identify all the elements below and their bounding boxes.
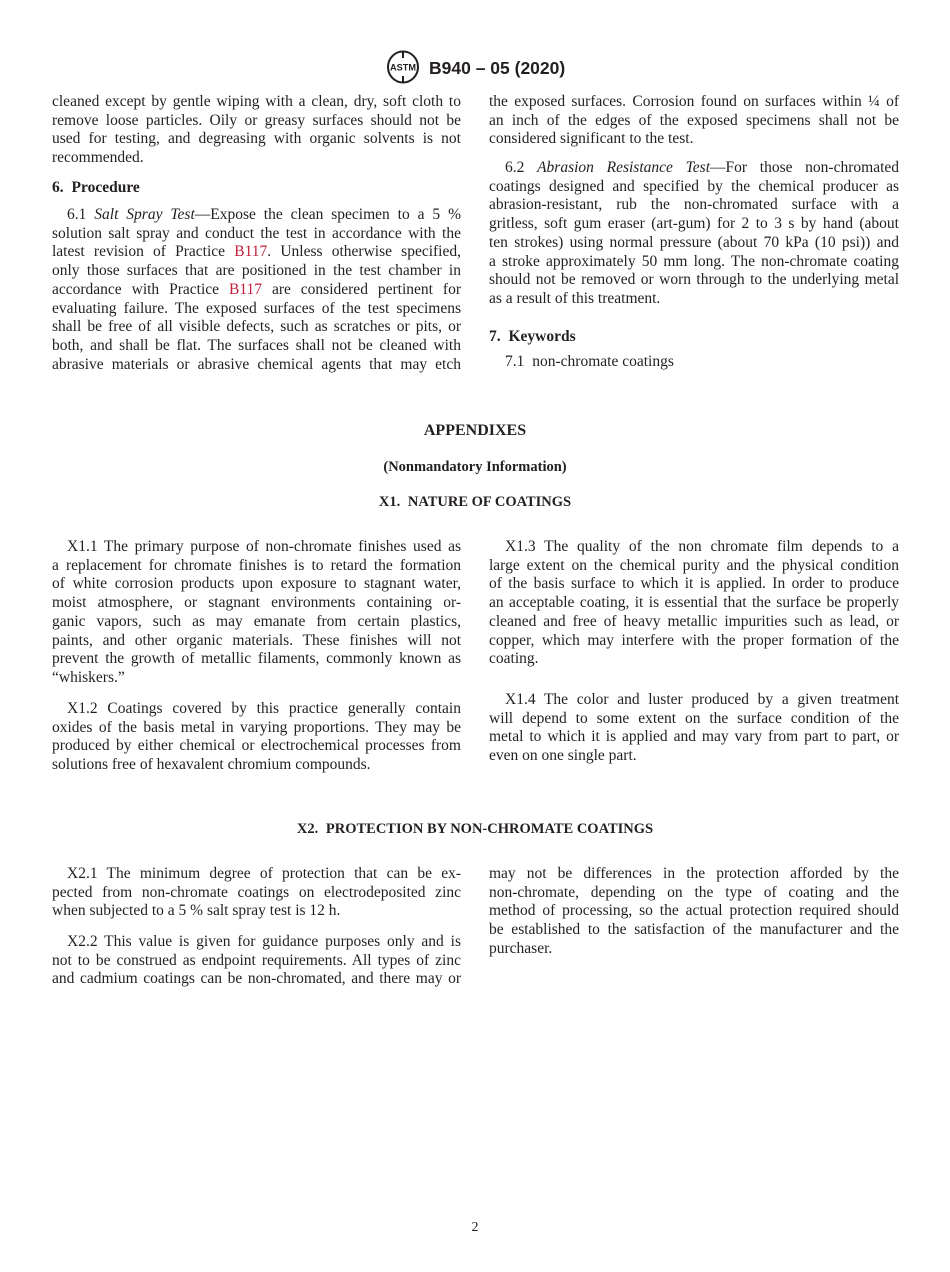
text-line: paints, and other organic materials. These finishes will not bbox=[52, 631, 461, 649]
text-line: coating. bbox=[489, 650, 539, 668]
astm-logo-text: ASTM bbox=[390, 62, 417, 74]
text-line: abrasion-resistant, rub the non-chromated surface with a bbox=[489, 196, 899, 214]
text-line: method of processing, so the actual protection required should bbox=[489, 902, 899, 920]
text-line: an inch of the edges of the exposed specimens shall not be bbox=[489, 111, 899, 129]
text-line: will depend to some extent on the surface condition of the bbox=[489, 709, 899, 727]
text-line bbox=[489, 353, 899, 372]
text-line: of the basis surface to which it is applied. In order to produce bbox=[489, 575, 899, 593]
text-line: purchaser. bbox=[489, 939, 553, 957]
b117-link[interactable]: B117 bbox=[228, 280, 262, 298]
text-line: X2.2 This value is given for guidance purposes only and is bbox=[67, 933, 461, 950]
paragraph-title: Salt Spray Test bbox=[94, 206, 195, 223]
text-line bbox=[52, 243, 461, 262]
text-segment: —Expose the clean specimen to a 5 % bbox=[194, 206, 461, 223]
text-line: X1.3 The quality of the non chromate film depends to a bbox=[505, 538, 899, 555]
text-line: X1.2 Coatings covered by this practice generally contain bbox=[67, 700, 461, 717]
text-segment: —For those non-chromated bbox=[710, 159, 900, 176]
paragraph-number: 7.1 bbox=[505, 353, 525, 370]
text-line: large extent on the chemical purity and the physical condition bbox=[489, 556, 899, 574]
text-line: recommended. bbox=[52, 149, 144, 167]
paragraph-x1-1 bbox=[52, 538, 461, 688]
section-7-heading bbox=[489, 328, 899, 347]
text-line: a stroke approximately 50 mm long. The non-chromate coating bbox=[489, 252, 899, 270]
paragraph-x2-1 bbox=[52, 865, 461, 921]
text-line: copper, which may interfere with the proper formation of the bbox=[489, 631, 899, 649]
paragraph-number: 6.1 bbox=[67, 206, 87, 223]
text-line: not to be construed as endpoint requirements. All types of zinc bbox=[52, 951, 461, 969]
text-line: should not be removed or worn through to the underlying metal bbox=[489, 271, 899, 289]
paragraph-x2-2 bbox=[52, 933, 461, 989]
text-line: moist atmosphere, or stagnant environments containing or- bbox=[52, 594, 461, 612]
text-line: even on one single part. bbox=[489, 747, 637, 765]
text-line: cleaned except by gentle wiping with a clean, dry, soft cloth to bbox=[52, 93, 461, 110]
paragraph-x2-2-continuation bbox=[489, 865, 899, 959]
appendix-title: NATURE OF COATINGS bbox=[407, 494, 572, 510]
text-line: of white corrosion products upon exposure to stagnant water, bbox=[52, 575, 461, 593]
text-line: pected from non-chromate coatings on electrodeposited zinc bbox=[52, 883, 461, 901]
text-line: coatings designed and specified by the chemical producer as bbox=[489, 177, 899, 195]
text-segment: . Unless otherwise specified, bbox=[267, 243, 461, 261]
appendix-title: PROTECTION BY NON-CHROMATE COATINGS bbox=[325, 821, 654, 837]
section-5-continuation bbox=[52, 93, 461, 168]
text-line: produced by either chemical or electrochemical processes from bbox=[52, 737, 461, 755]
text-line bbox=[52, 206, 461, 225]
text-segment: latest revision of Practice bbox=[52, 243, 235, 261]
section-number: 6. bbox=[52, 179, 64, 196]
astm-logo bbox=[384, 50, 422, 84]
text-line: gritless, soft gum eraser (art-gum) for 2 to 3 s by hand (about bbox=[489, 215, 899, 233]
text-line: X2.1 The minimum degree of protection that can be ex- bbox=[67, 865, 461, 882]
text-line: prevent the growth of metallic filaments, commonly known as bbox=[52, 650, 461, 668]
text-line: ten strokes) using normal pressure (about 70 kPa (10 psi)) and bbox=[489, 233, 899, 251]
page-number: 2 bbox=[471, 1220, 479, 1235]
appendix-number: X1. bbox=[378, 494, 401, 510]
section-title: Procedure bbox=[71, 179, 140, 196]
keyword-text: non-chromate coatings bbox=[532, 353, 674, 370]
text-line: evaluating failure. The exposed surfaces of the test specimens bbox=[52, 299, 461, 317]
text-line: remove loose particles. Oily or greasy surfaces should not be bbox=[52, 111, 461, 129]
paragraph-number: 6.2 bbox=[505, 159, 525, 176]
text-line: an acceptable coating, it is essential that the surface be properly bbox=[489, 594, 899, 612]
appendixes-title: APPENDIXES bbox=[423, 422, 527, 439]
paragraph-7-1 bbox=[489, 353, 899, 372]
paragraph-x1-4 bbox=[489, 691, 899, 766]
text-segment: accordance with Practice bbox=[52, 280, 229, 298]
section-number: 7. bbox=[489, 328, 501, 345]
paragraph-x1-2 bbox=[52, 700, 461, 775]
text-line: non-chromate, depending on the type of coating and the bbox=[489, 883, 899, 901]
text-line bbox=[52, 281, 461, 300]
appendix-number: X2. bbox=[296, 821, 319, 837]
section-title: Keywords bbox=[508, 328, 576, 345]
paragraph-title: Abrasion Resistance Test bbox=[537, 159, 711, 176]
appendixes-subtitle: (Nonmandatory Information) bbox=[383, 459, 567, 475]
paragraph-6-1 bbox=[52, 206, 461, 374]
text-line: shall be free of all visible defects, such as scratches or pits, or bbox=[52, 318, 461, 336]
text-line: both, and shall be flat. The surfaces shall not be cleaned with bbox=[52, 336, 461, 354]
text-line: X1.4 The color and luster produced by a given treatment bbox=[505, 691, 899, 708]
text-line: solutions free of hexavalent chromium compounds. bbox=[52, 756, 371, 774]
text-line: metal to which it is applied and may vary from part to part, or bbox=[489, 728, 899, 746]
text-line: solution salt spray and conduct the test in accordance with the bbox=[52, 224, 461, 242]
text-line: used for testing, and degreasing with organic solvents is not bbox=[52, 130, 461, 148]
document-designation: B940 – 05 (2020) bbox=[429, 58, 566, 78]
text-line: ganic vapors, such as may emanate from certain plastics, bbox=[52, 612, 461, 630]
text-line: only those surfaces that are positioned in the test chamber in bbox=[52, 262, 461, 280]
text-line: may not be differences in the protection afforded by the bbox=[489, 865, 899, 882]
text-line: abrasive materials or abrasive chemical agents that may etch bbox=[52, 355, 461, 373]
text-line: as a result of this treatment. bbox=[489, 289, 661, 307]
text-segment: are considered pertinent for bbox=[262, 280, 461, 298]
paragraph-6-2 bbox=[489, 159, 899, 309]
text-line: when subjected to a 5 % salt spray test is 12 h. bbox=[52, 902, 341, 920]
paragraph-6-1-continuation bbox=[489, 93, 899, 149]
text-line: considered significant to the test. bbox=[489, 130, 694, 148]
text-line: X1.1 The primary purpose of non-chromate finishes used as bbox=[67, 538, 461, 555]
text-line: cleaned and free of heavy metallic impurities such as lead, or bbox=[489, 612, 899, 630]
text-line: a replacement for chromate finishes is to retard the formation bbox=[52, 556, 461, 574]
section-6-heading bbox=[52, 179, 461, 198]
paragraph-x1-3 bbox=[489, 538, 899, 669]
appendix-x2-heading bbox=[0, 820, 950, 838]
appendix-x1-heading bbox=[0, 493, 950, 511]
text-line: “whiskers.” bbox=[52, 668, 125, 686]
text-line: and cadmium coatings can be non-chromated, and there may or bbox=[52, 970, 461, 988]
text-line bbox=[489, 159, 899, 178]
b117-link[interactable]: B117 bbox=[234, 243, 268, 261]
text-line: be established to the satisfaction of the manufacturer and the bbox=[489, 921, 899, 939]
text-line: oxides of the basis metal in varying proportions. They may be bbox=[52, 718, 461, 736]
text-line: the exposed surfaces. Corrosion found on surfaces within ¼ of bbox=[489, 93, 899, 110]
